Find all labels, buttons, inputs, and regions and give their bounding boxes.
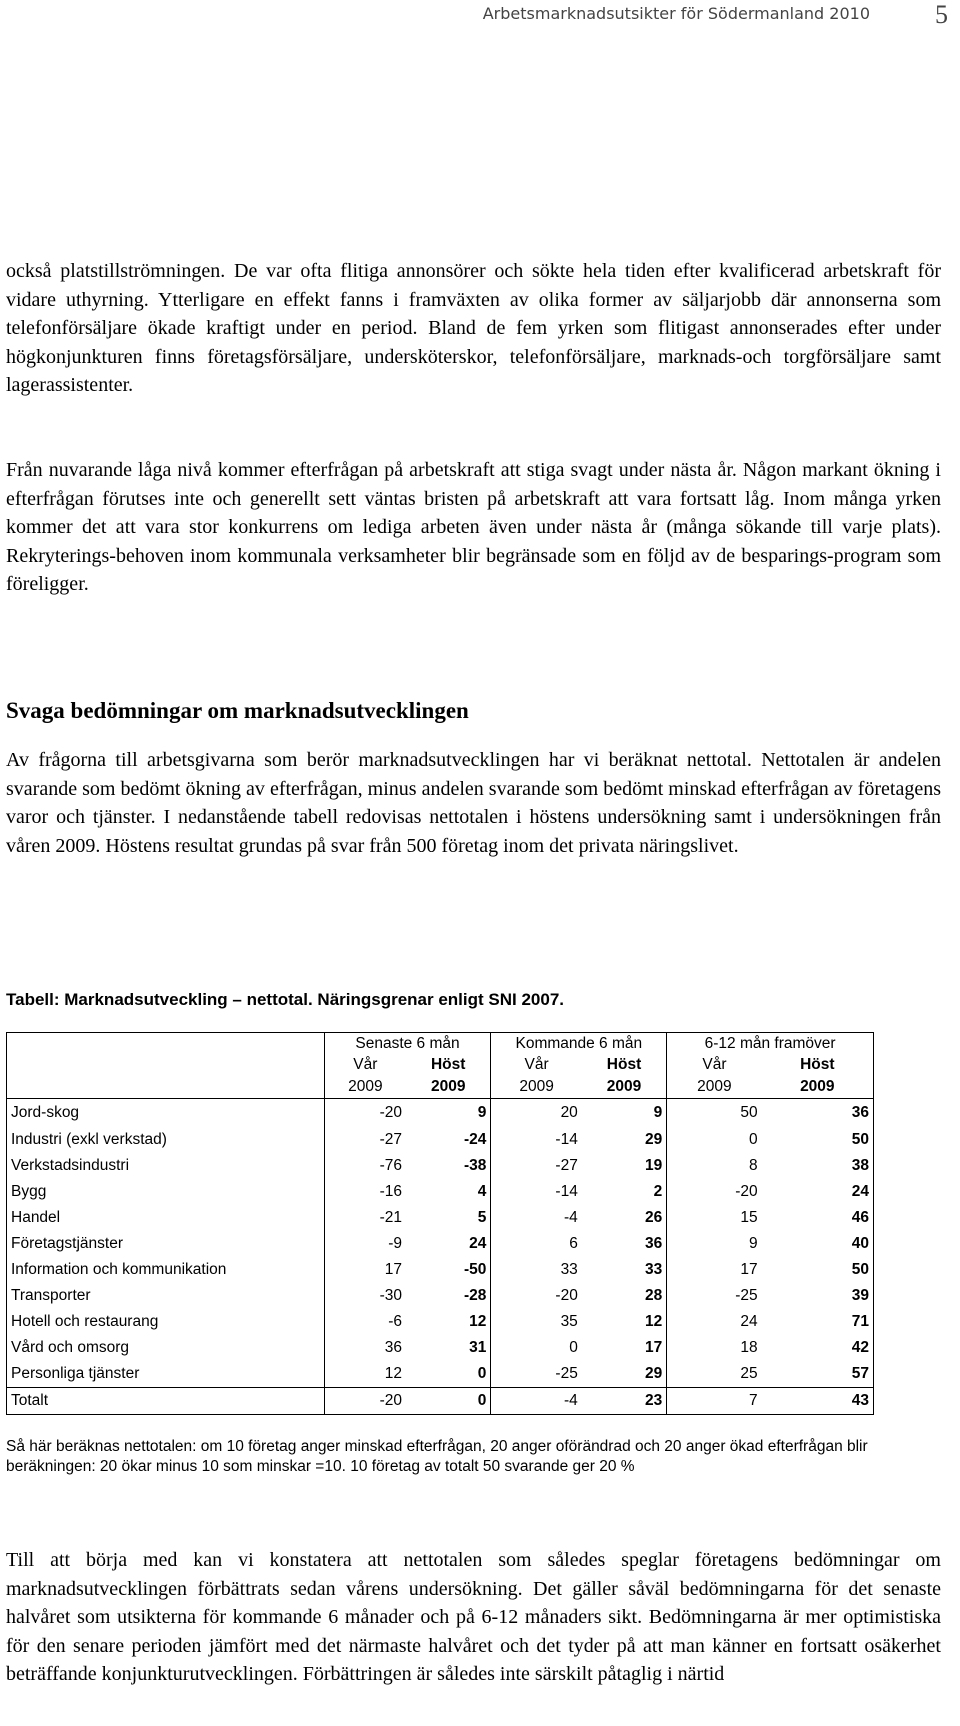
cell-value: -20 [491, 1283, 582, 1309]
cell-value: 9 [653, 1103, 663, 1121]
row-label: Jord-skog [7, 1099, 325, 1127]
col-header-top: Vår [491, 1054, 582, 1076]
row-label: Totalt [7, 1387, 325, 1414]
cell-value: 36 [384, 1338, 403, 1356]
cell-value: 31 [469, 1338, 487, 1356]
cell-value: 29 [644, 1364, 663, 1382]
cell-value: -24 [464, 1130, 487, 1148]
cell-value: 50 [762, 1257, 874, 1283]
cell-value: -20 [324, 1387, 406, 1414]
cell-value: 17 [644, 1338, 663, 1356]
col-header-bottom: 2009 [324, 1076, 406, 1099]
cell-value: 17 [384, 1260, 403, 1278]
cell-value: 0 [406, 1387, 491, 1414]
cell-value: 12 [644, 1312, 663, 1330]
cell-value: -14 [491, 1127, 582, 1153]
cell-value: -20 [379, 1103, 403, 1121]
cell-value: -16 [379, 1182, 403, 1200]
cell-value: 0 [667, 1127, 762, 1153]
cell-value: 24 [762, 1179, 874, 1205]
col-header-top: Vår [667, 1054, 762, 1076]
cell-value: 0 [477, 1364, 487, 1382]
row-label: Personliga tjänster [7, 1361, 325, 1388]
page-number: 5 [935, 0, 948, 29]
cell-value: 71 [762, 1309, 874, 1335]
table-row [7, 1335, 874, 1361]
col-header-bottom: 2009 [667, 1076, 762, 1099]
cell-value: 12 [469, 1312, 487, 1330]
row-label: Handel [7, 1205, 325, 1231]
table-row [7, 1179, 874, 1205]
cell-value: 36 [644, 1234, 663, 1252]
col-header-bottom: 2009 [582, 1076, 667, 1099]
cell-value: 12 [384, 1364, 403, 1382]
cell-value: 33 [644, 1260, 663, 1278]
cell-value: 2 [653, 1182, 663, 1200]
table-row [7, 1127, 874, 1153]
running-title: Arbetsmarknadsutsikter för Södermanland 2010 [482, 4, 870, 23]
cell-value: -14 [491, 1179, 582, 1205]
cell-value: 6 [491, 1231, 582, 1257]
page-header [0, 2, 960, 32]
row-label: Bygg [7, 1179, 325, 1205]
table-row [7, 1205, 874, 1231]
cell-value: -30 [379, 1286, 403, 1304]
cell-value: 18 [667, 1335, 762, 1361]
col-header-top: Höst [762, 1054, 874, 1076]
table-caption: Tabell: Marknadsutveckling – nettotal. Näringsgrenar enligt SNI 2007. [6, 990, 565, 1009]
col-header-top: Höst [430, 1056, 466, 1073]
section-heading: Svaga bedömningar om marknadsutvecklingen [6, 698, 469, 723]
body-paragraph-4: Till att börja med kan vi konstatera att nettotalen som således speglar företagens bedömningar om marknadsutvecklingen förbättrats sedan vårens undersökning. Det gäller såväl bedömningarna för det senaste halvåret som utsikterna för kommande 6 månader och på 6-12 månaders sikt. Bedömningarna är mer optimistiska för den senare perioden jämfört med det närmaste halvåret och det tyder på att man känner en fortsatt osäkerhet beträffande konjunkturutvecklingen. Förbättringen är således inte särskilt påtaglig i närtid [6, 1549, 941, 1685]
cell-value: 23 [582, 1387, 667, 1414]
cell-value: -25 [491, 1361, 582, 1388]
cell-value: 40 [762, 1231, 874, 1257]
table-row [7, 1257, 874, 1283]
group-header-6-12m: 6-12 mån framöver [667, 1033, 874, 1055]
table-corner [7, 1033, 325, 1055]
cell-value: -50 [464, 1260, 487, 1278]
cell-value: 4 [477, 1182, 487, 1200]
table-row [7, 1309, 874, 1335]
cell-value: 15 [667, 1205, 762, 1231]
cell-value: 19 [644, 1156, 663, 1174]
cell-value: 46 [762, 1205, 874, 1231]
cell-value: 50 [762, 1127, 874, 1153]
cell-value: 35 [491, 1309, 582, 1335]
row-label: Vård och omsorg [7, 1335, 325, 1361]
cell-value: 33 [491, 1257, 582, 1283]
table-row [7, 1283, 874, 1309]
table-row-total [7, 1387, 874, 1414]
col-header-bottom: 2009 [762, 1076, 874, 1099]
cell-value: 17 [667, 1257, 762, 1283]
cell-value: -20 [667, 1179, 762, 1205]
cell-value: 29 [644, 1130, 663, 1148]
cell-value: 20 [491, 1099, 582, 1127]
cell-value: -28 [464, 1286, 487, 1304]
cell-value: 57 [762, 1361, 874, 1388]
row-label: Industri (exkl verkstad) [7, 1127, 325, 1153]
cell-value: 43 [762, 1387, 874, 1414]
table-row [7, 1361, 874, 1388]
row-label: Transporter [7, 1283, 325, 1309]
row-label: Företagstjänster [7, 1231, 325, 1257]
col-header-bottom: 2009 [406, 1076, 491, 1099]
cell-value: 9 [667, 1231, 762, 1257]
col-header-top: Höst [606, 1056, 642, 1073]
cell-value: 39 [762, 1283, 874, 1309]
row-label: Hotell och restaurang [7, 1309, 325, 1335]
cell-value: 8 [667, 1153, 762, 1179]
cell-value: 42 [762, 1335, 874, 1361]
cell-value: -38 [464, 1156, 487, 1174]
cell-value: -4 [491, 1387, 582, 1414]
cell-value: -25 [667, 1283, 762, 1309]
table-row [7, 1231, 874, 1257]
cell-value: 28 [644, 1286, 663, 1304]
group-header-next-6m: Kommande 6 mån [491, 1033, 667, 1055]
cell-value: 9 [477, 1103, 487, 1121]
cell-value: 38 [762, 1153, 874, 1179]
body-paragraph-2: Från nuvarande låga nivå kommer efterfrågan på arbetskraft att stiga svagt under nästa år. Någon markant ökning i efterfrågan förutses inte och generellt sett väntas bristen på arbetskraft att vara fortsatt låg. Inom många yrken kommer det att vara stor konkurrens om lediga arbeten även under nästa år (många sökande till varje plats). Rekryterings-behoven inom kommunala verksamheter blir begränsade som en följd av de besparings-program som föreligger. [6, 459, 941, 595]
cell-value: 25 [667, 1361, 762, 1388]
table-footnote: Så här beräknas nettotalen: om 10 företag anger minskad efterfrågan, 20 anger oförändrad och 20 anger ökad efterfrågan blir beräkningen: 20 ökar minus 10 som minskar =10. 10 företag av totalt 50 svarande ger 20 % [6, 1438, 868, 1475]
body-paragraph-1: också platstillströmningen. De var ofta flitiga annonsörer och sökte hela tiden efter kvalificerad arbetskraft för vidare uthyrning. Ytterligare en effekt fanns i framväxten av olika former av säljarjobb där annonserna som telefonförsäljare ökade kraftigt under en period. Bland de fem yrken som flitigast annonserades efter under högkonjunkturen finns företagsförsäljare, undersköterskor, telefonförsäljare, marknads-och torgförsäljare samt lagerassistenter. [6, 260, 941, 396]
cell-value: 36 [762, 1099, 874, 1127]
body-paragraph-3: Av frågorna till arbetsgivarna som berör marknadsutvecklingen har vi beräknat nettotal. Nettotalen är andelen svarande som bedömt ökning av efterfrågan, minus andelen svarande som bedömt minskad efterfrågan av företagens varor och tjänster. I nedanstående tabell redovisas nettotalen i höstens undersökning samt i undersökningen från våren 2009. Höstens resultat grundas på svar från 500 företag inom det privata näringslivet. [6, 749, 941, 857]
cell-value: -76 [379, 1156, 403, 1174]
cell-value: -21 [379, 1208, 403, 1226]
cell-value: 24 [469, 1234, 487, 1252]
col-header-bottom: 2009 [491, 1076, 582, 1099]
cell-value: -6 [388, 1312, 403, 1330]
cell-value: -9 [388, 1234, 403, 1252]
table-body [7, 1099, 874, 1388]
net-figures-table [6, 1032, 874, 1415]
table-row [7, 1153, 874, 1179]
cell-value: 26 [644, 1208, 663, 1226]
cell-value: 24 [667, 1309, 762, 1335]
cell-value: -27 [379, 1130, 403, 1148]
row-label: Verkstadsindustri [7, 1153, 325, 1179]
cell-value: -27 [491, 1153, 582, 1179]
table-row [7, 1099, 874, 1127]
row-label: Information och kommunikation [7, 1257, 325, 1283]
group-header-last-6m: Senaste 6 mån [324, 1033, 491, 1055]
cell-value: -4 [491, 1205, 582, 1231]
cell-value: 0 [491, 1335, 582, 1361]
cell-value: 5 [477, 1208, 487, 1226]
col-header-top: Vår [353, 1056, 378, 1073]
cell-value: 50 [667, 1099, 762, 1127]
cell-value: 7 [667, 1387, 762, 1414]
